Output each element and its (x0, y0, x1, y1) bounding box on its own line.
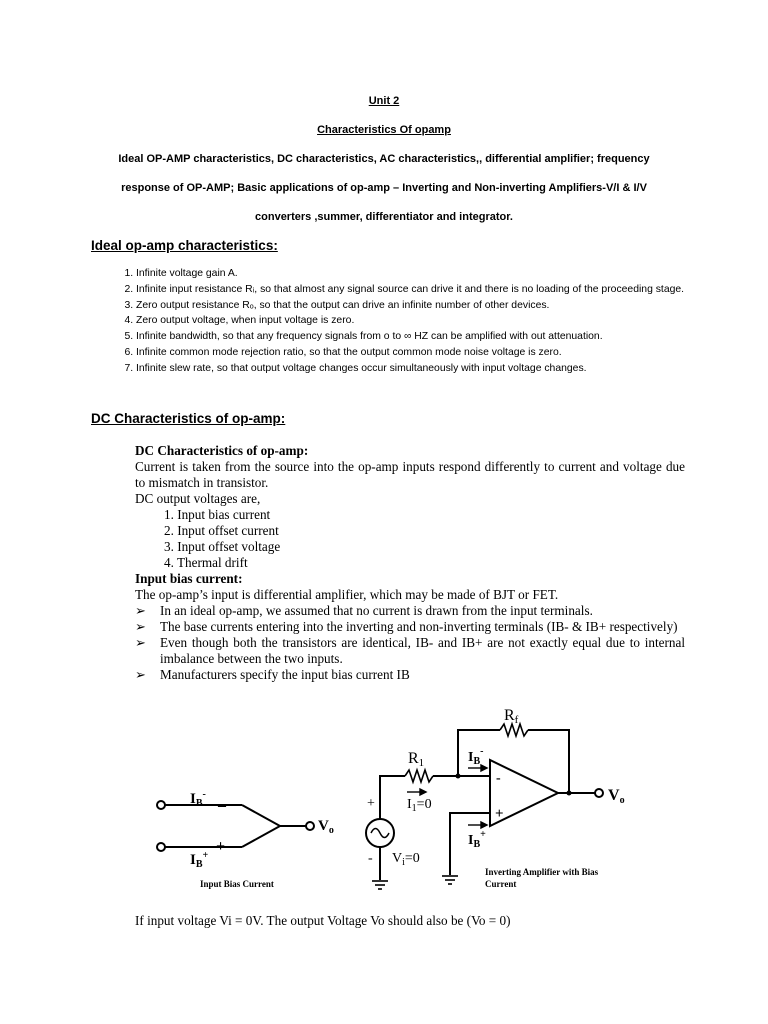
i1-label: $I_1=0$ (407, 797, 432, 814)
minus-sign: - (496, 771, 501, 786)
junction-node (567, 791, 572, 796)
source-minus-sign: - (368, 851, 373, 866)
ib-plus-label: $I_B^+$ (190, 850, 209, 870)
list-item: 6. Infinite common mode rejection ratio, so that the output common mode noise voltage is zero. (136, 345, 706, 361)
syllabus-line-1: Ideal OP-AMP characteristics, DC characteristics, AC characteristics,, differential amplifier; frequency (118, 153, 650, 165)
ideal-list (108, 266, 706, 377)
bullet-arrow-icon: ➢ (135, 635, 147, 650)
arrow-icon (481, 822, 487, 828)
bullet-arrow-icon: ➢ (135, 667, 147, 682)
list-item: 4. Thermal drift (164, 555, 248, 570)
syllabus-line-3: converters ,summer, differentiator and integrator. (255, 211, 513, 223)
list-item: 3. Zero output resistance Rₒ, so that the output can drive an infinite number of other devices. (136, 298, 706, 314)
list-item: 1. Input bias current (164, 507, 271, 522)
vi-label: $V_i=0$ (392, 851, 420, 868)
r1-label: R1 (408, 750, 425, 769)
minus-sign: – (218, 797, 226, 814)
bias-intro: The op-amp’s input is differential amplifier, which may be made of BJT or FET. (135, 587, 559, 602)
syllabus-line-2: response of OP-AMP; Basic applications of op-amp – Inverting and Non-inverting Amplifiers-V/I & I/V (121, 182, 647, 194)
footer-text: If input voltage Vi = 0V. The output Voltage Vo should also be (Vo = 0) (135, 913, 511, 928)
dc-intro: Current is taken from the source into the op-amp inputs respond differently to current and voltage due to mismatch in transistor. (135, 459, 685, 490)
input-bias-current-figure (140, 770, 355, 895)
list-item: 5. Infinite bandwidth, so that any frequency signals from o to ∞ HZ can be amplified with out attenuation. (136, 329, 706, 345)
list-item: 1. Infinite voltage gain A. (136, 266, 706, 282)
input-terminal-minus (157, 801, 165, 809)
ib-minus-label: $I_B^-$ (468, 746, 484, 767)
dc-list-intro: DC output voltages are, (135, 491, 261, 506)
bullet-item: ➢ Manufacturers specify the input bias current IB (135, 667, 410, 682)
list-item: 4. Zero output voltage, when input voltage is zero. (136, 313, 706, 329)
bullet-item: ➢ In an ideal op-amp, we assumed that no current is drawn from the input terminals. (135, 603, 593, 618)
junction-node (456, 774, 461, 779)
arrow-icon (481, 765, 487, 771)
list-item: 7. Infinite slew rate, so that output voltage changes occur simultaneously with input voltage changes. (136, 361, 706, 377)
plus-sign: + (495, 806, 504, 822)
ideal-heading: Ideal op-amp characteristics: (91, 238, 278, 253)
input-terminal-plus (157, 843, 165, 851)
list-item: 2. Infinite input resistance Rᵢ, so that almost any signal source can drive it and there is no loading of the proceeding stage. (136, 282, 706, 298)
unit-title: Unit 2 (368, 95, 400, 107)
arrow-icon (420, 789, 426, 795)
page-title: Characteristics Of opamp (317, 124, 451, 136)
figure-caption: Input Bias Current (200, 879, 274, 889)
ground-icon (372, 881, 388, 889)
opamp-triangle (242, 805, 280, 847)
r1-resistor (405, 770, 433, 782)
inverting-amplifier-figure (350, 700, 650, 900)
vo-label: $V_o$ (318, 818, 334, 836)
ib-plus-label: $I_B^+$ (468, 829, 486, 850)
dc-subheading: DC Characteristics of op-amp: (135, 443, 309, 458)
bias-heading: Input bias current: (135, 571, 243, 586)
figure-caption-line-1: Inverting Amplifier with Bias (485, 867, 599, 877)
source-plus-sign: + (367, 796, 375, 811)
plus-sign: + (216, 838, 226, 855)
bullet-arrow-icon: ➢ (135, 619, 147, 634)
rf-label: Rf (504, 707, 519, 726)
ib-minus-label: $I_B^-$ (190, 789, 206, 809)
bullet-arrow-icon: ➢ (135, 603, 147, 618)
output-terminal (595, 789, 603, 797)
bullet-item: ➢ The base currents entering into the inverting and non-inverting terminals (IB- & IB+ respectively) (135, 619, 678, 634)
vo-label: Vo (608, 787, 625, 806)
ground-icon (442, 876, 458, 884)
bullet-item: ➢ Even though both the transistors are identical, IB- and IB+ are not exactly equal due to internal imbalance between the two inputs. (135, 635, 685, 666)
figure-caption-line-2: Current (485, 879, 517, 889)
list-item: 2. Input offset current (164, 523, 279, 538)
dc-body (135, 443, 685, 683)
output-terminal (306, 822, 314, 830)
list-item: 3. Input offset voltage (164, 539, 281, 554)
dc-heading: DC Characteristics of op-amp: (91, 411, 286, 426)
